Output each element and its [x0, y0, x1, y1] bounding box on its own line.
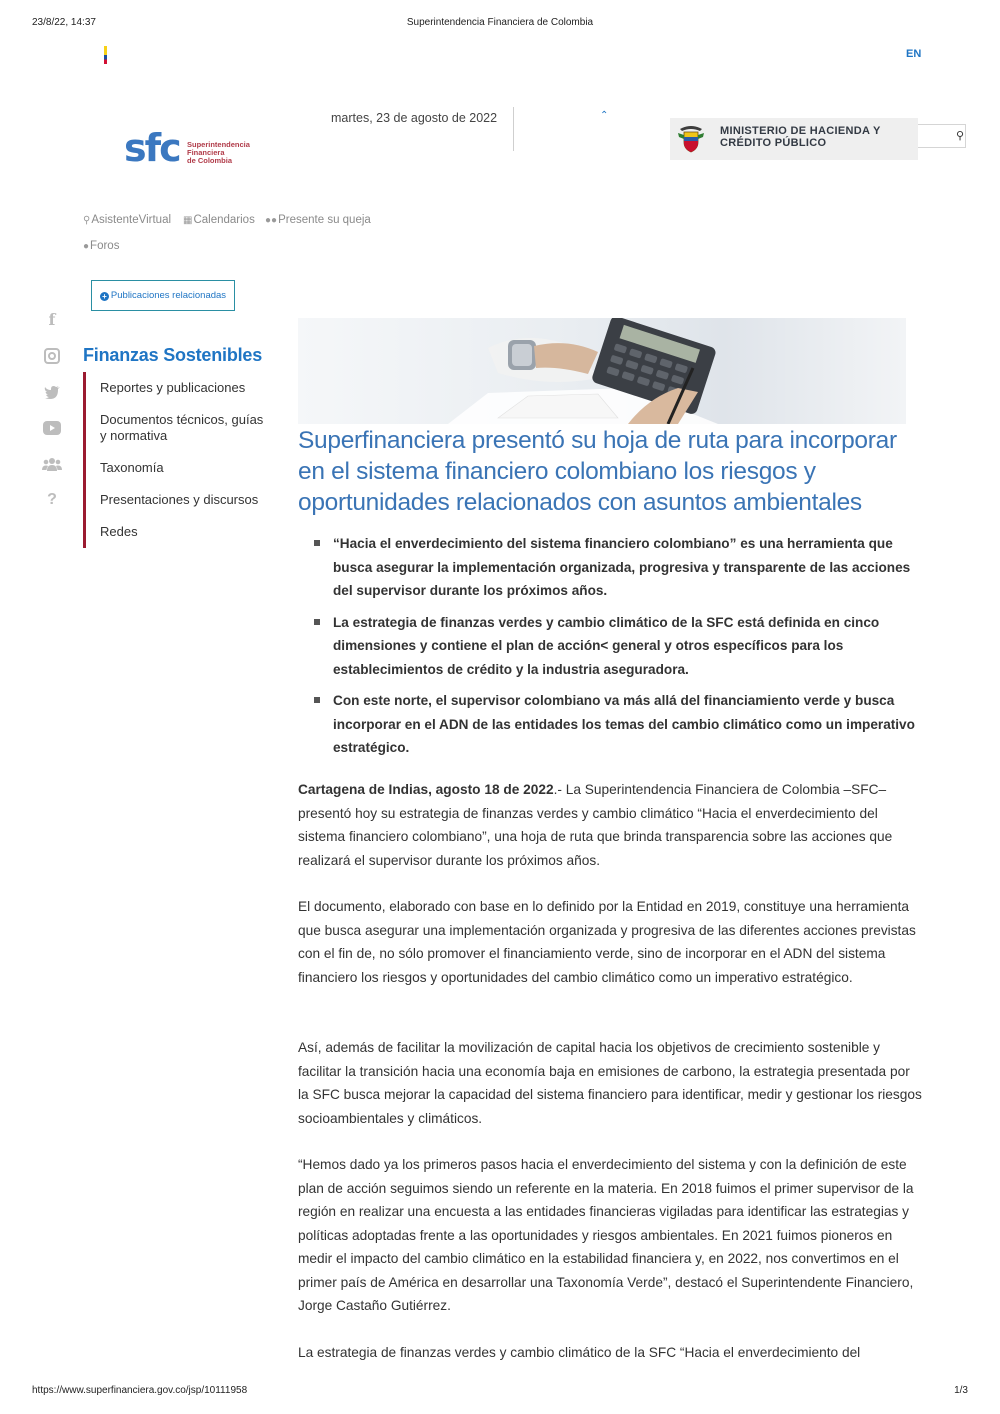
help-icon[interactable]: ?: [47, 491, 57, 508]
util-link-asistente[interactable]: ⚲AsistenteVirtual: [83, 214, 172, 226]
related-publications-button[interactable]: + Publicaciones relacionadas: [91, 280, 235, 311]
sidebar-nav: [83, 372, 273, 548]
coat-of-arms-icon: [676, 123, 706, 154]
accessibility-icon[interactable]: ⌃: [600, 110, 609, 121]
search-icon[interactable]: ⚲: [955, 130, 964, 142]
calendar-icon: ▦: [183, 215, 193, 226]
article-lead-paragraph: [298, 778, 923, 872]
print-url: https://www.superfinanciera.gov.co/jsp/10111958: [32, 1385, 248, 1396]
facebook-icon[interactable]: f: [48, 310, 56, 329]
print-header: [32, 17, 968, 29]
util-link-calendarios[interactable]: ▦Calendarios: [183, 214, 255, 226]
article-paragraph: La estrategia de finanzas verdes y cambio climático de la SFC “Hacia el enverdecimiento del: [298, 1345, 861, 1360]
users-icon: ●●: [265, 215, 278, 226]
util-link-foros[interactable]: ●Foros: [83, 240, 120, 252]
article-title: Superfinanciera presentó su hoja de ruta para incorporar en el sistema financiero colombiano los riesgos y oportunidades relacionados con asuntos ambientales: [298, 427, 897, 516]
article-paragraph: El documento, elaborado con base en lo definido por la Entidad en 2019, constituye una herramienta que busca asegurar una implementación organizada y progresiva de las diferentes acciones previstas con el fin de, no sólo promover el financiamiento verde, sino de incorporar en el ADN del sistema financiero los riesgos y oportunidades del cambio climático como un imperativo estratégico.: [298, 899, 916, 985]
sidebar-item-redes[interactable]: Redes: [83, 516, 273, 548]
highlight-item: La estrategia de finanzas verdes y cambio climático de la SFC está definida en cinco dimensiones y contiene el plan de acción< general y otros específicos para los establecimientos de crédito y la industria aseguradora.: [313, 611, 918, 682]
article-paragraph: Así, además de facilitar la movilización de capital hacia los objetivos de crecimiento sostenible y facilitar la transición hacia una economía baja en emisiones de carbono, la estrategia presentada por la SFC busca mejorar la capacidad del sistema financiero para identificar, medir y gestionar los riesgos socioambientales y climáticos.: [298, 1040, 922, 1126]
section-title[interactable]: Finanzas Sostenibles: [83, 345, 263, 365]
print-title: Superintendencia Financiera de Colombia: [406, 17, 594, 28]
header-divider: [513, 107, 514, 151]
ministry-name: MINISTERIO DE HACIENDA Y CRÉDITO PÚBLICO: [720, 125, 881, 149]
lead-text: .- La Superintendencia Financiera de Colombia –SFC– presentó hoy su estrategia de finanzas verdes y cambio climático “Hacia el enverdecimiento del sistema financiero colombiano”, una hoja de ruta que brinda transparencia sobre las acciones que realizará el supervisor durante los próximos años.: [298, 782, 893, 868]
comments-icon: ●: [83, 241, 90, 252]
users-icon[interactable]: [40, 452, 64, 476]
logo-text: Superintendencia Financiera de Colombia: [187, 140, 250, 165]
highlight-item: Con este norte, el supervisor colombiano va más allá del financiamiento verde y busca incorporar en el ADN de las entidades los temas del cambio climático como un imperativo estratégico.: [313, 689, 918, 760]
plus-circle-icon: +: [100, 292, 109, 301]
article-highlights: [313, 532, 918, 768]
search-input[interactable]: [918, 124, 966, 148]
sidebar-item-presentaciones[interactable]: Presentaciones y discursos: [83, 484, 273, 516]
instagram-icon[interactable]: [40, 344, 64, 368]
util-link-queja[interactable]: ●●Presente su queja: [265, 214, 371, 226]
language-link-en[interactable]: EN: [906, 48, 922, 60]
print-footer: [32, 1385, 968, 1397]
hero-image: [298, 318, 906, 424]
sfc-logo[interactable]: [124, 126, 264, 172]
calculator-photo: [298, 318, 906, 424]
print-datetime: 23/8/22, 14:37: [32, 17, 96, 28]
map-marker-icon: ⚲: [83, 215, 91, 226]
dateline: Cartagena de Indias, agosto 18 de 2022: [298, 782, 554, 797]
twitter-icon[interactable]: [40, 380, 64, 404]
article-paragraph: “Hemos dado ya los primeros pasos hacia el enverdecimiento del sistema y con la definición de este plan de acción seguimos siendo un referente en la materia. En 2018 fuimos el primer supervisor de la región en realizar una encuesta a las entidades financieras vigiladas para identificar las estrategias y políticas adoptadas frente a las oportunidades y riesgos ambientales. En 2021 fuimos pioneros en medir el impacto del cambio climático en la estabilidad financiera y, en 2022, nos convertimos en el primer país de América en desarrollar una Taxonomía Verde”, destacó el Superintendente Financiero, Jorge Castaño Gutiérrez.: [298, 1157, 914, 1313]
print-page-number: 1/3: [954, 1385, 968, 1396]
colombia-flag-stripe: [104, 46, 107, 64]
youtube-icon[interactable]: [40, 416, 64, 440]
logo-mark: sfc: [124, 126, 180, 170]
sidebar-item-taxonomia[interactable]: Taxonomía: [83, 452, 273, 484]
ministry-banner[interactable]: [670, 118, 918, 160]
current-date: martes, 23 de agosto de 2022: [331, 111, 498, 125]
highlight-item: “Hacia el enverdecimiento del sistema financiero colombiano” es una herramienta que busca asegurar la implementación organizada, progresiva y transparente de las acciones del supervisor durante los próximos años.: [313, 532, 918, 603]
sidebar-item-reportes[interactable]: Reportes y publicaciones: [83, 372, 273, 404]
sidebar-item-documentos[interactable]: Documentos técnicos, guías y normativa: [83, 404, 273, 452]
